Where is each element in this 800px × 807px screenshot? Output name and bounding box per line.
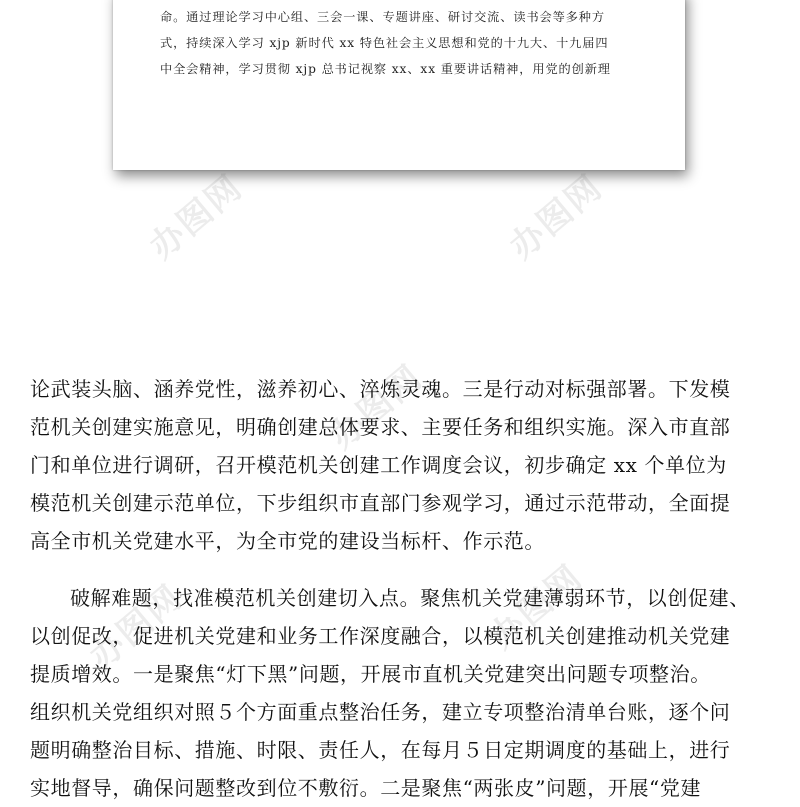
text-line: 实地督导，确保问题整改到位不敷衍。二是聚焦“两张皮”问题，开展“党建 [30,776,702,800]
watermark: 办图网 [82,577,191,678]
text-line: 论武装头脑、涵养党性，滋养初心、淬炼灵魂。三是行动对标强部署。下发模 [30,377,731,401]
paragraph [30,579,778,807]
text-line: 以创促改，促进机关党建和业务工作深度融合，以模范机关创建推动机关党建 [30,624,731,648]
text-line: 范机关创建实施意见，明确创建总体要求、主要任务和组织实施。深入市直部 [30,415,731,439]
document-page-preview [113,0,685,170]
preview-line: 式，持续深入学习 xjp 新时代 xx 特色社会主义思想和党的十九大、十九届四 [160,36,609,50]
text-line: 破解难题，找准模范机关创建切入点。聚焦机关党建薄弱环节，以创促建、 [70,586,750,610]
watermark: 办图网 [322,357,431,458]
text-line: 组织机关党组织对照５个方面重点整治任务，建立专项整治清单台账，逐个问 [30,700,731,724]
text-line: 门和单位进行调研，召开模范机关创建工作调度会议，初步确定 xx 个单位为 [30,453,727,477]
paragraph-gap [30,560,778,579]
text-line: 高全市机关党建水平，为全市党的建设当标杆、作示范。 [30,529,545,553]
watermark: 办图网 [482,557,591,658]
watermark: 办图网 [502,167,611,268]
preview-line: 中全会精神，学习贯彻 xjp 总书记视察 xx、xx 重要讲话精神，用党的创新理 [160,62,611,76]
text-line: 模范机关创建示范单位，下步组织市直部门参观学习，通过示范带动，全面提 [30,491,731,515]
watermark: 办图网 [142,167,251,268]
text-line: 提质增效。一是聚焦“灯下黑”问题，开展市直机关党建突出问题专项整治。 [30,662,711,686]
preview-line: 命。通过理论学习中心组、三会一课、专题讲座、研讨交流、读书会等多种方 [160,10,605,24]
paragraph [30,370,778,560]
document-body [30,370,778,807]
text-line: 题明确整治目标、措施、时限、责任人，在每月５日定期调度的基础上，进行 [30,738,731,762]
preview-text [160,4,642,82]
